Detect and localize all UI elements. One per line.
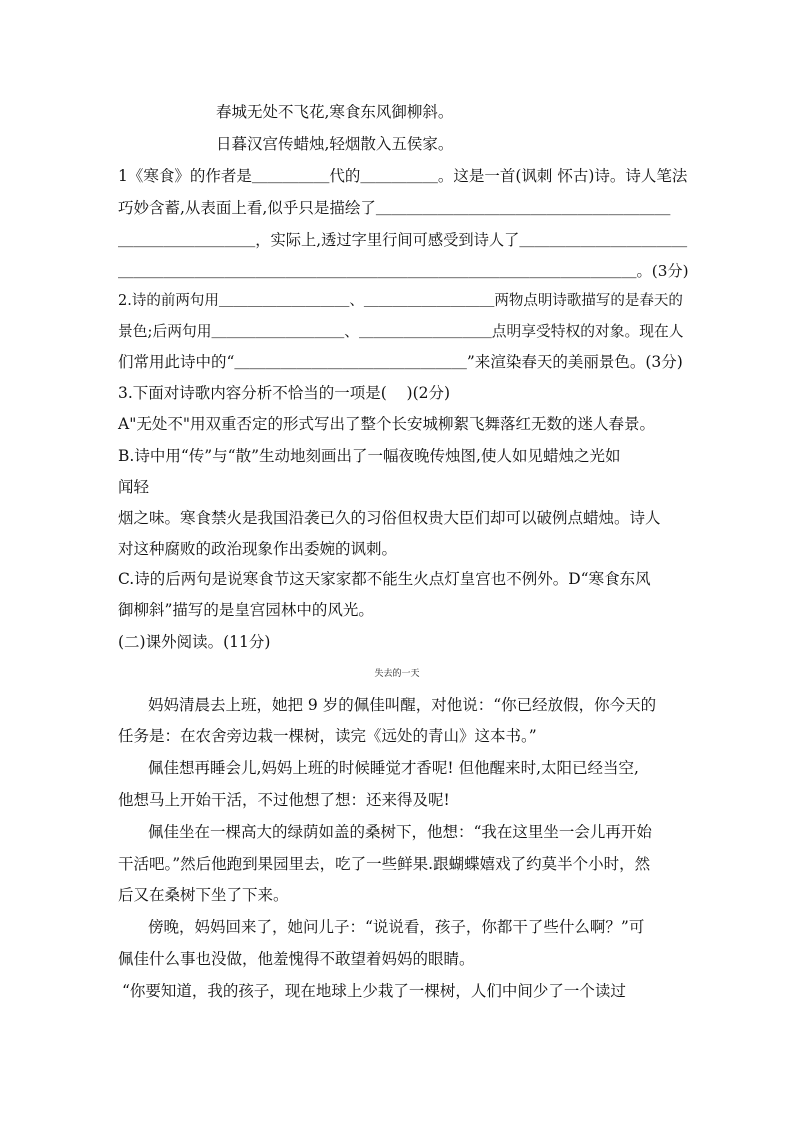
question-3-option-b-line: 闻轻 bbox=[118, 478, 150, 496]
paragraph-line: 佩佳想再睡会儿,妈妈上班的时候睡觉才香呢! 但他醒来时,太阳已经当空, bbox=[148, 759, 639, 777]
question-3-option-a: A"无处不"用双重否定的形式写出了整个长安城柳絮飞舞落红无数的迷人春景。 bbox=[118, 415, 655, 433]
passage-title: 失去的一天 bbox=[374, 669, 420, 679]
paragraph-line: 佩佳坐在一棵高大的绿荫如盖的桑树下，他想：“我在这里坐一会儿再开始 bbox=[148, 823, 652, 841]
poem-line-2: 日暮汉宫传蜡烛,轻烟散入五侯家。 bbox=[216, 135, 454, 153]
poem-line-1: 春城无处不飞花,寒食东风御柳斜。 bbox=[216, 103, 454, 121]
question-3-stem: 3.下面对诗歌内容分析不恰当的一项是( )(2分) bbox=[118, 384, 451, 402]
section-heading: (二)课外阅读。(11分) bbox=[118, 633, 271, 651]
question-3-option-b-line: B.诗中用“传”与“散”生动地刻画出了一幅夜晚传烛图,使人如见蜡烛之光如 bbox=[118, 447, 621, 465]
question-1-line: 1《寒食》的作者是＿＿＿＿＿代的＿＿＿＿＿。这是一首(讽刺 怀古)诗。诗人笔法 bbox=[118, 167, 688, 185]
question-1-line: ＿＿＿＿＿＿＿＿＿，实际上,透过字里行间可感受到诗人了＿＿＿＿＿＿＿＿＿＿＿ bbox=[118, 231, 688, 249]
question-3-option-cd-line: 御柳斜”描写的是皇宫园林中的风光。 bbox=[118, 601, 374, 619]
paragraph-line: 任务是：在农舍旁边栽一棵树，读完《远处的青山》这本书。” bbox=[118, 727, 537, 745]
question-1-line: 巧妙含蓄,从表面上看,似乎只是描绘了＿＿＿＿＿＿＿＿＿＿＿＿＿＿＿＿＿＿＿ bbox=[118, 199, 671, 217]
question-3-option-b-line: 对这种腐败的政治现象作出委婉的讽刺。 bbox=[118, 540, 398, 558]
paragraph-line: 妈妈清晨去上班，她把 9 岁的佩佳叫醒，对他说：“你已经放假，你今天的 bbox=[148, 696, 657, 714]
paragraph-line: 后又在桑树下坐了下来。 bbox=[118, 886, 289, 904]
paragraph-line: “你要知道，我的孩子，现在地球上少栽了一棵树，人们中间少了一个读过 bbox=[122, 982, 626, 1000]
question-3-option-b-line: 烟之味。寒食禁火是我国沿袭已久的习俗但权贵大臣们却可以破例点蜡烛。诗人 bbox=[118, 509, 661, 527]
question-2-line: 景色;后两句用＿＿＿＿＿＿＿＿＿、＿＿＿＿＿＿＿＿＿点明享受特权的对象。现在人 bbox=[118, 323, 684, 340]
question-2-line: 们常用此诗中的“＿＿＿＿＿＿＿＿＿＿＿＿＿＿＿”来渲染春天的美丽景色。(3分) bbox=[118, 353, 683, 371]
question-1-line: ＿＿＿＿＿＿＿＿＿＿＿＿＿＿＿＿＿＿＿＿＿＿＿＿＿＿＿＿＿＿＿＿＿＿。(3分) bbox=[118, 262, 689, 280]
paragraph-line: 佩佳什么事也没做，他羞愧得不敢望着妈妈的眼睛。 bbox=[118, 950, 475, 968]
paragraph-line: 他想马上开始干活，不过他想了想：还来得及呢! bbox=[118, 791, 450, 809]
question-3-option-cd-line: C.诗的后两句是说寒食节这天家家都不能生火点灯皇宫也不例外。D“寒食东风 bbox=[118, 570, 651, 588]
paragraph-line: 干活吧。”然后他跑到果园里去，吃了一些鲜果.跟蝴蝶嬉戏了约莫半个小时，然 bbox=[118, 855, 651, 873]
question-2-line: 2.诗的前两句用＿＿＿＿＿＿＿＿＿、＿＿＿＿＿＿＿＿＿两物点明诗歌描写的是春天的 bbox=[118, 293, 683, 309]
paragraph-line: 傍晚，妈妈回来了，她问儿子：“说说看，孩子，你都干了些什么啊？”可 bbox=[148, 918, 645, 936]
